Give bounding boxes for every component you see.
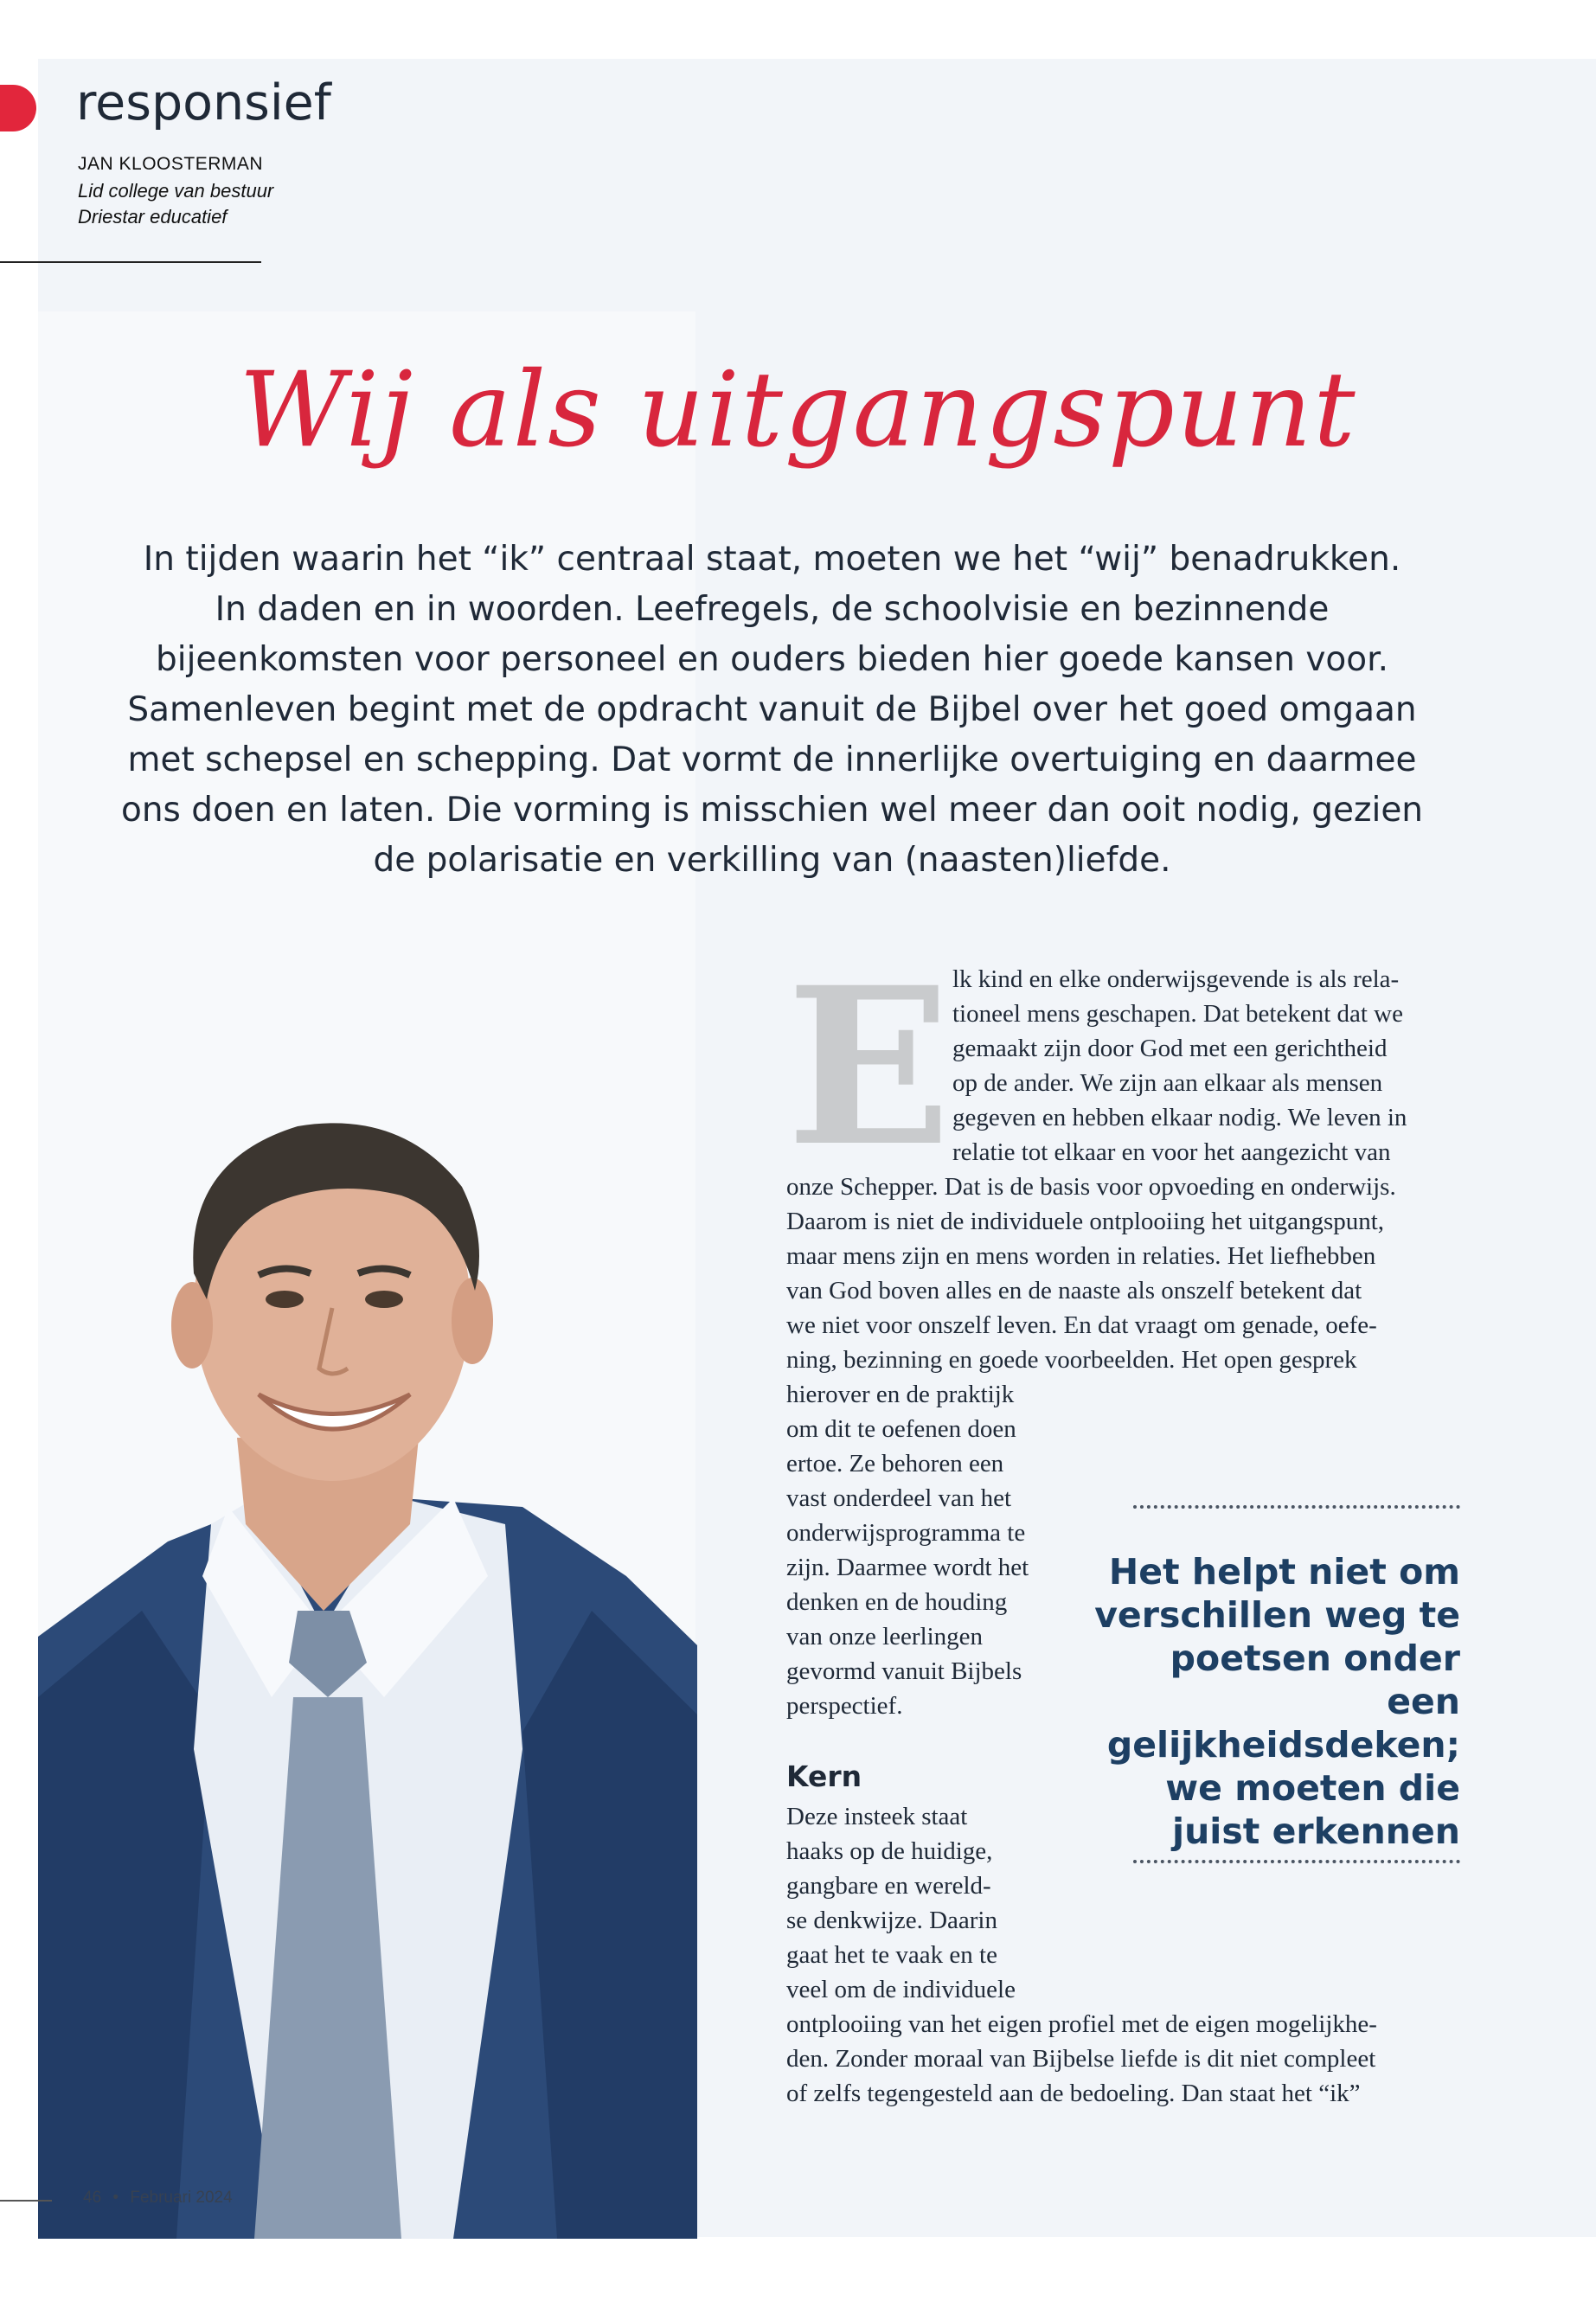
body-line: Daarom is niet de individuele ontplooiing het uitgangspunt, [786,1208,1385,1235]
drop-cap: E [786,939,952,1194]
page-number: 46 [83,2189,102,2207]
article-lead [104,535,1440,886]
header-rule [0,261,261,263]
body-line: lk kind en elke onderwijsgevende is als rela- [952,965,1400,993]
body-line: relatie tot elkaar en voor het aangezicht van [952,1138,1391,1166]
body-line: gegeven en hebben elkaar nodig. We leven in [952,1104,1407,1131]
body-line: we niet voor onszelf leven. En dat vraagt om genade, oefe- [786,1311,1377,1339]
lead-line: In tijden waarin het “ik” centraal staat, moeten we het “wij” benadrukken. [143,540,1401,579]
body-line: ning, bezinning en goede voorbeelden. Het open gesprek [786,1346,1357,1374]
lead-line: In daden en in woorden. Leefregels, de schoolvisie en bezinnende [215,590,1330,629]
body-line: tioneel mens geschapen. Dat betekent dat we [952,1000,1403,1028]
body-line: onze Schepper. Dat is de basis voor opvoeding en onderwijs. [786,1173,1396,1201]
body-line: gangbare en wereld- [786,1872,991,1900]
quote-line: gelijkheidsdeken; [1106,1724,1460,1766]
body-line: van God boven alles en de naaste als onszelf betekent dat [786,1277,1362,1304]
body-line: zijn. Daarmee wordt het [786,1554,1029,1581]
body-line: perspectief. [786,1692,903,1720]
section-label: responsief [76,74,331,131]
author-name: JAN KLOOSTERMAN [78,154,264,174]
author-portrait [38,1092,697,2239]
body-line: haaks op de huidige, [786,1837,993,1865]
quote-divider-bottom [1133,1860,1460,1863]
lead-line: Samenleven begint met de opdracht vanuit de Bijbel over het goed omgaan [127,690,1417,729]
quote-line: verschillen weg te [1094,1594,1460,1636]
body-line: ertoe. Ze behoren een [786,1450,1004,1477]
body-line: den. Zonder moraal van Bijbelse liefde is dit niet compleet [786,2045,1376,2073]
quote-line: we moeten die [1165,1767,1460,1809]
subheading-kern: Kern [786,1759,862,1793]
body-line: Deze insteek staat [786,1803,968,1830]
body-line: denken en de houding [786,1588,1008,1616]
body-line: hierover en de praktijk [786,1381,1015,1408]
pull-quote [1090,1550,1460,1853]
body-line: maar mens zijn en mens worden in relaties. Het liefhebben [786,1242,1376,1270]
body-line: op de ander. We zijn aan elkaar als mensen [952,1069,1383,1097]
quote-line: juist erkennen [1172,1811,1460,1852]
issue-date: Februari 2024 [130,2189,233,2207]
body-paragraph-1 [786,1170,1465,1377]
body-line: gemaakt zijn door God met een gerichtheid [952,1035,1388,1062]
author-organisation: Driestar educatief [78,206,228,228]
body-line: gevormd vanuit Bijbels [786,1657,1022,1685]
lead-line: ons doen en laten. Die vorming is misschien wel meer dan ooit nodig, gezien [120,791,1424,830]
body-line: of zelfs tegengesteld aan de bedoeling. Dan staat het “ik” [786,2080,1361,2107]
quote-line: poetsen onder een [1170,1638,1460,1722]
footer-separator: • [112,2189,119,2207]
lead-line: de polarisatie en verkilling van (naasten)liefde. [373,841,1171,880]
body-line: gaat het te vaak en te [786,1941,997,1969]
body-line: ontplooiing van het eigen profiel met de eigen mogelijkhe- [786,2010,1377,2038]
lead-line: met schepsel en schepping. Dat vormt de innerlijke overtuiging en daarmee [127,740,1417,779]
body-paragraph-3 [786,1799,1072,2007]
body-paragraph-2 [786,1377,1072,1723]
page-footer [83,2189,233,2208]
quote-divider-top [1133,1505,1460,1509]
author-role: Lid college van bestuur [78,180,274,202]
body-line: onderwijsprogramma te [786,1519,1026,1547]
lead-line: bijeenkomsten voor personeel en ouders bieden hier goede kansen voor. [155,640,1388,679]
body-line: vast onderdeel van het [786,1484,1012,1512]
footer-rule [0,2200,52,2202]
section-marker [0,85,36,131]
body-intro [952,962,1471,1170]
body-paragraph-4 [786,2007,1465,2111]
article-title: Wij als uitgangspunt [239,350,1357,471]
body-line: van onze leerlingen [786,1623,984,1650]
quote-line: Het helpt niet om [1108,1551,1460,1593]
body-line: om dit te oefenen doen [786,1415,1016,1443]
body-line: se denkwijze. Daarin [786,1907,997,1934]
body-line: veel om de individuele [786,1976,1016,2003]
